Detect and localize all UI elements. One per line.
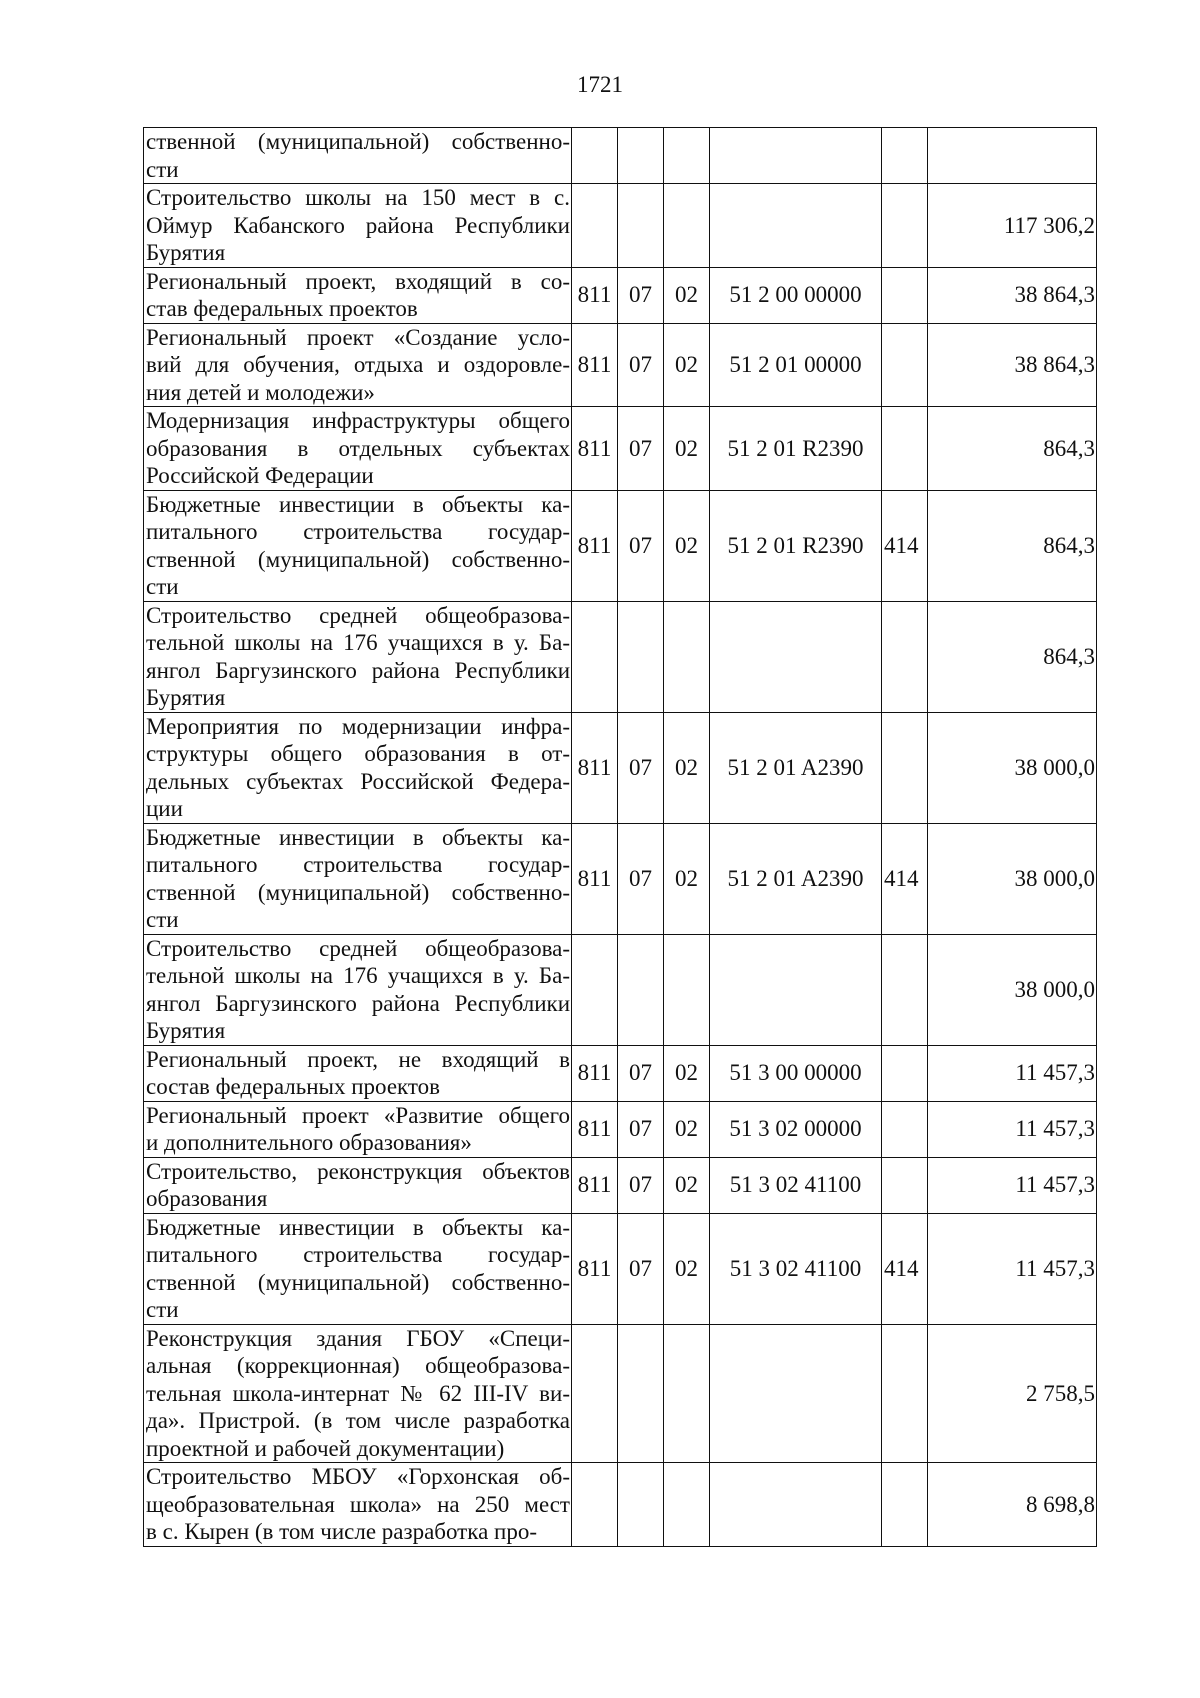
grbs-cell [572,1324,618,1463]
table-row [144,1324,1097,1463]
grbs-cell [572,601,618,712]
subsection-cell [664,1324,710,1463]
section-cell [618,1463,664,1547]
item-name-line: да». Пристрой. (в том числе разработка [146,1408,570,1433]
section-cell: 07 [618,490,664,601]
subsection-cell [664,184,710,268]
item-name-line: ции [146,796,183,821]
item-name-line: ственной (муниципальной) собственно- [146,1269,570,1295]
item-name-line: питального строительства государ- [146,852,570,877]
target-article-cell [710,601,882,712]
subsection-cell: 02 [664,267,710,323]
item-name-line: Оймур Кабанского района Республики [146,212,570,238]
section-cell [618,128,664,184]
amount-cell: 38 000,0 [928,712,1097,823]
item-name-cell [144,184,572,268]
grbs-cell: 811 [572,1157,618,1213]
section-cell: 07 [618,712,664,823]
expense-type-cell: 414 [882,490,928,601]
table-row [144,1213,1097,1324]
target-article-cell: 51 2 01 A2390 [710,712,882,823]
item-name-line: ния детей и молодежи» [146,379,375,405]
item-name-line: образования [146,1186,268,1211]
grbs-cell: 811 [572,490,618,601]
target-article-cell: 51 3 02 41100 [710,1213,882,1324]
subsection-cell [664,934,710,1045]
item-name-line: янгол Баргузинского района Республики [146,990,570,1016]
amount-cell: 38 000,0 [928,823,1097,934]
item-name-line: дельных субъектах Российской Федера- [146,768,570,794]
item-name-cell [144,712,572,823]
item-name-line: сти [146,907,179,932]
table-row [144,712,1097,823]
amount-cell: 864,3 [928,407,1097,491]
expense-type-cell [882,601,928,712]
item-name-line: ственной (муниципальной) собственно- [146,879,570,905]
table-row [144,267,1097,323]
amount-cell: 117 306,2 [928,184,1097,268]
grbs-cell [572,128,618,184]
target-article-cell [710,1463,882,1547]
item-name-cell [144,601,572,712]
table-row [144,128,1097,184]
item-name-line: Бюджетные инвестиции в объекты ка- [146,1214,570,1240]
item-name-line: альная (коррекционная) общеобразова- [146,1353,570,1378]
subsection-cell: 02 [664,1213,710,1324]
item-name-line: в с. Кырен (в том числе разработка про- [146,1519,537,1544]
expense-type-cell [882,1157,928,1213]
item-name-line: Региональный проект, не входящий в [146,1046,570,1072]
item-name-line: ственной (муниципальной) собственно- [146,129,570,154]
table-row [144,1045,1097,1101]
amount-cell: 38 864,3 [928,323,1097,407]
subsection-cell: 02 [664,1101,710,1157]
item-name-cell [144,1463,572,1547]
subsection-cell [664,1463,710,1547]
section-cell [618,1324,664,1463]
amount-cell: 8 698,8 [928,1463,1097,1547]
item-name-line: Строительство средней общеобразова- [146,602,570,628]
section-cell: 07 [618,1101,664,1157]
grbs-cell: 811 [572,1045,618,1101]
budget-table [143,127,1097,1547]
item-name-line: тельная школа-интернат № 62 III-IV ви- [146,1380,570,1406]
item-name-line: Бурятия [146,240,226,265]
item-name-line: питального строительства государ- [146,1242,570,1267]
expense-type-cell [882,934,928,1045]
table-body [144,128,1097,1547]
item-name-line: Реконструкция здания ГБОУ «Специ- [146,1325,570,1351]
expense-type-cell [882,1324,928,1463]
subsection-cell: 02 [664,407,710,491]
section-cell: 07 [618,267,664,323]
section-cell: 07 [618,1045,664,1101]
target-article-cell: 51 3 00 00000 [710,1045,882,1101]
section-cell: 07 [618,407,664,491]
table-row [144,601,1097,712]
item-name-cell [144,490,572,601]
subsection-cell: 02 [664,823,710,934]
section-cell: 07 [618,823,664,934]
grbs-cell [572,934,618,1045]
section-cell [618,601,664,712]
item-name-line: ственной (муниципальной) собственно- [146,546,570,572]
section-cell: 07 [618,323,664,407]
item-name-line: тельной школы на 176 учащихся в у. Ба- [146,963,570,988]
expense-type-cell [882,1101,928,1157]
item-name-cell [144,823,572,934]
grbs-cell [572,1463,618,1547]
expense-type-cell [882,1463,928,1547]
item-name-line: Региональный проект, входящий в со- [146,268,570,294]
grbs-cell: 811 [572,1101,618,1157]
item-name-line: Региональный проект «Развитие общего [146,1102,570,1128]
target-article-cell: 51 2 00 00000 [710,267,882,323]
target-article-cell: 51 2 01 A2390 [710,823,882,934]
amount-cell: 864,3 [928,490,1097,601]
item-name-line: Строительство школы на 150 мест в с. [146,185,570,210]
table-row [144,184,1097,268]
item-name-line: тельной школы на 176 учащихся в у. Ба- [146,630,570,655]
amount-cell: 11 457,3 [928,1045,1097,1101]
amount-cell: 2 758,5 [928,1324,1097,1463]
amount-cell: 38 000,0 [928,934,1097,1045]
expense-type-cell [882,267,928,323]
item-name-cell [144,267,572,323]
subsection-cell: 02 [664,712,710,823]
item-name-line: став федеральных проектов [146,296,418,321]
item-name-line: Мероприятия по модернизации инфра- [146,713,570,739]
amount-cell: 11 457,3 [928,1213,1097,1324]
item-name-line: сти [146,156,179,182]
item-name-line: щеобразовательная школа» на 250 мест [146,1491,570,1517]
item-name-cell [144,323,572,407]
item-name-line: Региональный проект «Создание усло- [146,324,570,350]
item-name-line: питального строительства государ- [146,519,570,544]
target-article-cell [710,184,882,268]
amount-cell: 11 457,3 [928,1157,1097,1213]
expense-type-cell [882,712,928,823]
subsection-cell: 02 [664,323,710,407]
target-article-cell: 51 3 02 41100 [710,1157,882,1213]
grbs-cell [572,184,618,268]
item-name-line: Строительство МБОУ «Горхонская об- [146,1464,570,1489]
item-name-line: сти [146,1297,179,1322]
grbs-cell: 811 [572,407,618,491]
item-name-line: Бюджетные инвестиции в объекты ка- [146,491,570,517]
grbs-cell: 811 [572,712,618,823]
subsection-cell [664,128,710,184]
table-row [144,934,1097,1045]
item-name-line: Модернизация инфраструктуры общего [146,408,570,433]
grbs-cell: 811 [572,323,618,407]
item-name-line: образования в отдельных субъектах [146,435,570,461]
expense-type-cell: 414 [882,1213,928,1324]
item-name-line: сти [146,574,179,599]
item-name-line: структуры общего образования в от- [146,741,570,766]
section-cell [618,184,664,268]
item-name-cell [144,934,572,1045]
target-article-cell: 51 2 01 00000 [710,323,882,407]
grbs-cell: 811 [572,267,618,323]
item-name-line: Бурятия [146,1018,226,1043]
table-row [144,407,1097,491]
item-name-line: Строительство, реконструкция объектов [146,1158,570,1184]
item-name-cell [144,407,572,491]
subsection-cell: 02 [664,1157,710,1213]
target-article-cell: 51 2 01 R2390 [710,490,882,601]
item-name-cell [144,1157,572,1213]
item-name-line: Российской Федерации [146,463,374,488]
item-name-cell [144,1324,572,1463]
target-article-cell: 51 2 01 R2390 [710,407,882,491]
section-cell: 07 [618,1213,664,1324]
expense-type-cell [882,323,928,407]
amount-cell: 11 457,3 [928,1101,1097,1157]
item-name-line: состав федеральных проектов [146,1074,441,1099]
table-row [144,1463,1097,1547]
amount-cell [928,128,1097,184]
amount-cell: 38 864,3 [928,267,1097,323]
table-row [144,323,1097,407]
item-name-line: янгол Баргузинского района Республики [146,657,570,683]
section-cell: 07 [618,1157,664,1213]
item-name-line: Строительство средней общеобразова- [146,935,570,961]
subsection-cell [664,601,710,712]
target-article-cell: 51 3 02 00000 [710,1101,882,1157]
item-name-cell [144,1101,572,1157]
target-article-cell [710,934,882,1045]
table-row [144,823,1097,934]
table-row [144,490,1097,601]
target-article-cell [710,128,882,184]
grbs-cell: 811 [572,823,618,934]
item-name-cell [144,1045,572,1101]
item-name-line: вий для обучения, отдыха и оздоровле- [146,352,570,377]
expense-type-cell [882,184,928,268]
expense-type-cell [882,128,928,184]
item-name-line: проектной и рабочей документации) [146,1435,505,1461]
item-name-cell [144,1213,572,1324]
grbs-cell: 811 [572,1213,618,1324]
section-cell [618,934,664,1045]
amount-cell: 864,3 [928,601,1097,712]
expense-type-cell: 414 [882,823,928,934]
subsection-cell: 02 [664,1045,710,1101]
page-number: 1721 [577,72,623,97]
item-name-line: Бурятия [146,685,226,710]
expense-type-cell [882,407,928,491]
target-article-cell [710,1324,882,1463]
expense-type-cell [882,1045,928,1101]
table-row [144,1157,1097,1213]
item-name-cell [144,128,572,184]
table-row [144,1101,1097,1157]
item-name-line: Бюджетные инвестиции в объекты ка- [146,824,570,850]
subsection-cell: 02 [664,490,710,601]
item-name-line: и дополнительного образования» [146,1130,472,1155]
